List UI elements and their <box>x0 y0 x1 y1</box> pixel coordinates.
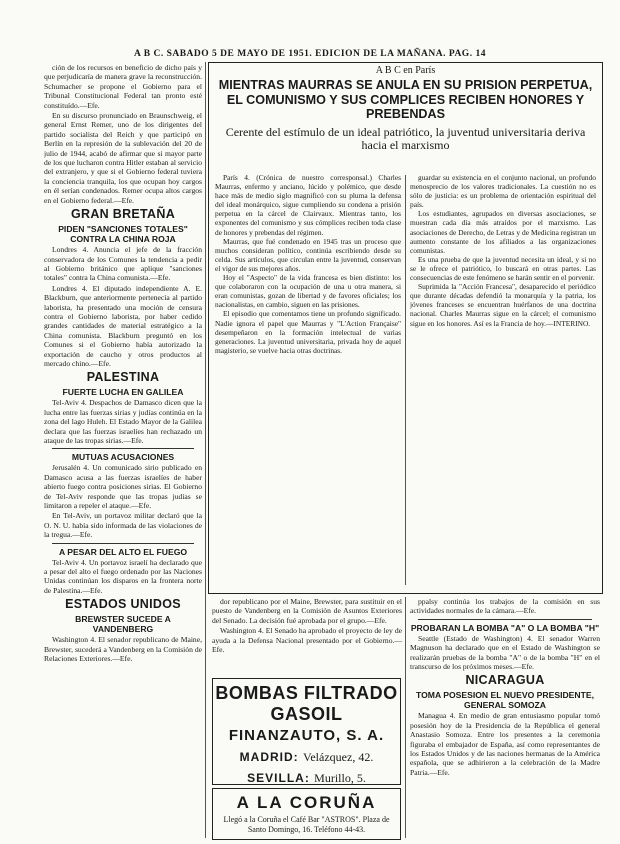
ad-city: SEVILLA: <box>247 771 310 785</box>
divider <box>52 543 194 544</box>
ad-address: Velázquez, 42. <box>303 750 374 764</box>
feature-box-maurras <box>208 62 603 594</box>
column-divider <box>405 597 406 838</box>
story-headline-sanciones: PIDEN "SANCIONES TOTALES" CONTRA LA CHINA ROJA <box>58 224 188 245</box>
story-headline-acusaciones: MUTUAS ACUSACIONES <box>71 452 175 463</box>
divider <box>52 448 194 449</box>
story-paragraph: Washington 4. El senador republicano de Maine, Brewster, sucederá a Vandenberg en la Comisión de Relaciones Exteriores.—Efe. <box>44 635 202 664</box>
story-paragraph: ppalsy continúa los trabajos de la comisión en sus actividades normales de la cámara.—Efe. <box>410 597 600 616</box>
story-paragraph: Londres 4. Anuncia el jefe de la fracción conservadora de los Comunes la tendencia a pedir al Gobierno británico que aplique "sanciones totales" contra la China comunista.—Efe. <box>44 245 202 283</box>
left-intro-2: En su discurso pronunciado en Braunschweig, el general Ernst Remer, uno de los dirigentes del partido socialista del Reich y que participó en Berlín en la represión de la sublevación del 20 de julio de 1944, acabó de afirmar que si mayor parte de los que lucharon contra Hitler estaban al servicio del extranjero, y que si el Gobierno federal tuviera la conciencia tranquila, los que ocupan hoy cargos en él serían condenados. Remer ocupa altos cargos en el Gobierno federal.—Efe. <box>44 111 202 205</box>
ad-city: MADRID: <box>239 750 299 764</box>
box-paragraph: París 4. (Crónica de nuestro corresponsal.) Charles Maurras, enfermo y anciano, lúcido y polémico, que desde hace más de medio siglo magnificó con su pluma la defensa del ideal monárquico, sigue cumpliendo su condena a prisión perpetua en la cárcel de Clairvaux. Mientras tanto, los exponentes del comunismo y sus cómplices reciben toda clase de honores y prebendas del régimen. <box>215 173 401 237</box>
story-headline-alto-fuego: A PESAR DEL ALTO EL FUEGO <box>58 546 188 557</box>
box-paragraph: Maurras, que fué condenado en 1945 tras un proceso que muchos consideran político, continúa escribiendo desde su celda. Sus artículos, que circulan entre la juventud, conservan el vigor de sus mejores años. <box>215 236 401 273</box>
ad-title: BOMBAS FILTRADO GASOIL <box>215 683 398 724</box>
box-paragraph: Hoy el "Aspecto" de la vida francesa es bien distinto: los que colaboraron con la ocupación de una u otra manera, si eran comunistas, gozan de libertad y de favores oficiales; los nacionalistas, en cambio, siguen en las prisiones. <box>215 273 401 310</box>
column-divider <box>205 62 206 838</box>
story-headline-galilea: FUERTE LUCHA EN GALILEA <box>62 387 184 398</box>
ad-company: FINANZAUTO, S. A. <box>228 727 385 744</box>
story-headline-bomba: PROBARAN LA BOMBA "A" O LA BOMBA "H" <box>410 622 600 633</box>
story-paragraph: En Tel-Aviv, un portavoz militar declaró que la O. N. U. había sido informada de las violaciones de la tregua.—Efe. <box>44 511 202 540</box>
story-paragraph: Tel-Aviv 4. Despachos de Damasco dicen que la lucha entre las fuerzas sirias y judías continúa en la zona del lago Huleh. El Estado Mayor de la Galilea declara que las fuerzas israelíes han rechazado un ataque de las tropas sirias.—Efe. <box>44 398 202 445</box>
middle-bottom-text <box>212 597 402 675</box>
ad-address-sevilla <box>213 771 400 786</box>
box-deck: Cerente del estímulo de un ideal patriótico, la juventud universitaria deriva hacia el marxismo <box>225 124 586 152</box>
section-title-nicaragua: NICARAGUA <box>465 673 545 688</box>
box-column-left <box>215 173 401 585</box>
page-header: A B C. SABADO 5 DE MAYO DE 1951. EDICION DE LA MAÑANA. PAG. 14 <box>134 49 486 59</box>
story-paragraph: Washington 4. El Senado ha aprobado el proyecto de ley de ayuda a la Defensa Nacional presentado por el Gobierno.—Efe. <box>212 626 402 655</box>
story-paragraph: Jerusalén 4. Un comunicado sirio publicado en Damasco acusa a las fuerzas israelíes de haber abierto fuego contra posiciones sirias. El Gobierno de Tel-Aviv responde que las tropas judías se limitaron a repeler el ataque.—Efe. <box>44 463 202 511</box>
ad-city-title: A LA CORUÑA <box>236 793 377 812</box>
section-title-palestina: PALESTINA <box>86 370 160 385</box>
box-paragraph: Los estudiantes, agrupados en diversas asociaciones, se muestran cada día más atraídos por el marxismo. Las asociaciones de Derecho, de Letras y de Medicina registran un aumento constante de los afiliados a las organizaciones comunistas. <box>410 209 596 255</box>
left-column <box>44 63 202 838</box>
box-headline: MIENTRAS MAURRAS SE ANULA EN SU PRISION PERPETUA, EL COMUNISMO Y SUS COMPLICES RECIBEN HONORES Y PREBENDAS <box>218 78 593 121</box>
section-title-gran-bretana: GRAN BRETAÑA <box>70 207 176 222</box>
divider <box>418 619 592 620</box>
ad-address: Murillo, 5. <box>314 771 366 785</box>
section-title-estados-unidos: ESTADOS UNIDOS <box>65 597 181 612</box>
box-kicker: A B C en París <box>375 65 436 76</box>
advertisement-finanzauto <box>212 678 401 785</box>
story-paragraph: Managua 4. En medio de gran entusiasmo popular tomó posesión hoy de la Presidencia de la República el general Anastasio Somoza. Entre los presentes a la ceremonia figuraba el embajador de España, así como representantes de los Estados Unidos y de las naciones hermanas de la América española, que se adhirieron a la celebración de la Madre Patria.—Efe. <box>410 711 600 777</box>
ad-address-madrid <box>213 750 400 765</box>
story-paragraph: dor republicano por el Maine, Brewster, para sustituir en el puesto de Vandenberg en la Comisión de Asuntos Exteriores del Senado. La decisión fué aprobada por el grupo.—Efe. <box>212 597 402 625</box>
box-column-right <box>410 173 596 585</box>
left-intro-1: ción de los recursos en beneficio de dicho país y que perjudicaría de manera grave la reconstrucción. Schumacher se propone el Gobierno para el Tribunal Constitucional Federal tan pronto esté constituído.—Efe. <box>44 63 202 110</box>
story-paragraph: Seattle (Estado de Washington) 4. El senador Warren Magnuson ha declarado que en el Estado de Washington se realizarán pruebas de la bomba "A" o de la bomba "H" en el transcurso de los próximos meses.—Efe. <box>410 633 600 672</box>
box-paragraph: guardar su existencia en el conjunto nacional, un profundo menosprecio de los valores tradicionales. La cuestión no es sólo de justicia: es un problema de orientación espiritual del país. <box>410 173 596 210</box>
box-paragraph: El episodio que comentamos tiene un profundo significado. Nadie ignora el papel que Maurras y "L'Action Française" desempeñaron en la formación intelectual de varias generaciones. La juventud universitaria, privada hoy de aquel magisterio, se vuelve hacia otras doctrinas. <box>215 309 401 355</box>
story-paragraph: Londres 4. El diputado independiente A. E. Blackburn, que anteriormente pertenecía al partido laborista, ha presentado una moción de censura contra el Gobierno laborista, por haber cedido grandes cantidades de material estratégico a la China comunista. Blackburn preguntó en los Comunes si el Gobierno había autorizado la exportación de caucho y otros productos al mercado chino.—Efe. <box>44 283 202 368</box>
ad-text: Llegó a la Coruña el Café Bar "ASTROS". Plaza de Santo Domingo, 16. Teléfono 44-43. <box>223 815 390 834</box>
box-column-divider <box>405 175 406 585</box>
advertisement-coruna <box>212 788 401 840</box>
story-headline-somoza: TOMA POSESION EL NUEVO PRESIDENTE, GENERAL SOMOZA <box>416 690 594 711</box>
story-paragraph: Tel-Aviv 4. Un portavoz israelí ha declarado que a pesar del alto el fuego ordenado por las Naciones Unidas continúan los disparos en la frontera norte de Palestina.—Efe. <box>44 557 202 595</box>
right-bottom-column <box>410 597 600 838</box>
story-headline-brewster: BREWSTER SUCEDE A VANDENBERG <box>75 614 171 635</box>
box-paragraph: Es una prueba de que la juventud necesita un ideal, y si no se le ofrece el patriótico, lo buscará en otras partes. Las consecuencias de este fenómeno se harán sentir en el porvenir. <box>410 254 596 283</box>
box-paragraph: Suprimida la "Acción Francesa", desaparecido el periódico que durante décadas defendió la monarquía y la patria, los jóvenes franceses se encuentran huérfanos de una doctrina nacional. Charles Maurras sigue en la cárcel; el comunismo sigue en los honores. Así es la Francia de hoy.—INTERINO. <box>410 282 596 328</box>
